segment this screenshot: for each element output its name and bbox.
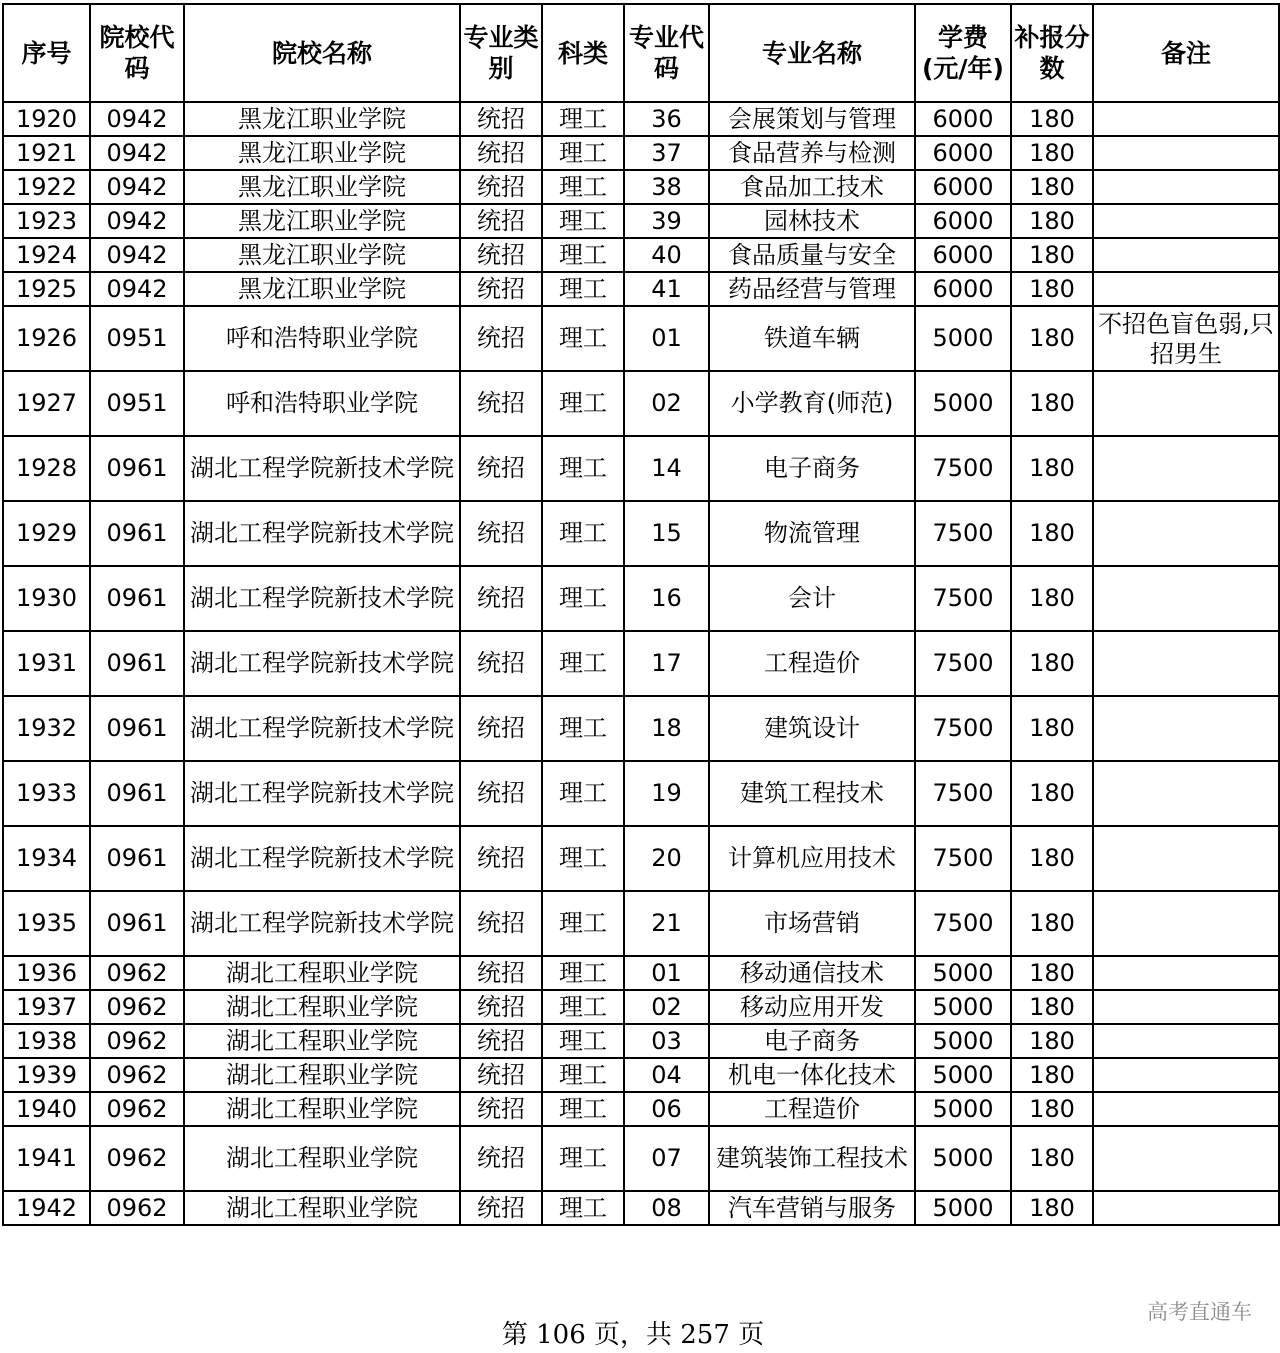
cell-major-name: 药品经营与管理 [709,272,915,306]
cell-fee: 7500 [915,501,1011,566]
table-row [3,696,1279,761]
cell-score: 180 [1011,891,1093,956]
cell-fee: 7500 [915,826,1011,891]
cell-fee: 6000 [915,170,1011,204]
cell-school-name: 黑龙江职业学院 [184,204,460,238]
cell-no: 1934 [3,826,90,891]
cell-school-name: 湖北工程学院新技术学院 [184,566,460,631]
cell-subject: 理工 [542,956,624,990]
cell-school-name: 湖北工程学院新技术学院 [184,631,460,696]
cell-subject: 理工 [542,272,624,306]
cell-major-name: 会展策划与管理 [709,102,915,136]
cell-note [1093,204,1279,238]
header-major-code: 专业代码 [624,4,709,102]
cell-major-code: 02 [624,371,709,436]
table-row [3,1024,1279,1058]
cell-no: 1925 [3,272,90,306]
cell-subject: 理工 [542,631,624,696]
admissions-table [2,3,1280,1226]
cell-school-code: 0962 [90,1058,184,1092]
watermark: 高考直通车 [1147,1300,1252,1324]
cell-major-name: 建筑工程技术 [709,761,915,826]
cell-subject: 理工 [542,1126,624,1191]
cell-no: 1922 [3,170,90,204]
cell-school-code: 0961 [90,631,184,696]
cell-score: 180 [1011,170,1093,204]
cell-category: 统招 [460,1191,542,1225]
cell-note [1093,272,1279,306]
cell-school-code: 0961 [90,501,184,566]
table-row [3,1126,1279,1191]
cell-score: 180 [1011,990,1093,1024]
cell-fee: 6000 [915,238,1011,272]
cell-major-name: 移动通信技术 [709,956,915,990]
table-row [3,501,1279,566]
cell-category: 统招 [460,826,542,891]
table-row [3,1191,1279,1225]
cell-subject: 理工 [542,566,624,631]
cell-school-name: 黑龙江职业学院 [184,170,460,204]
header-score: 补报分数 [1011,4,1093,102]
header-category: 专业类别 [460,4,542,102]
cell-major-name: 电子商务 [709,436,915,501]
cell-school-code: 0951 [90,371,184,436]
cell-category: 统招 [460,1126,542,1191]
cell-major-code: 01 [624,956,709,990]
cell-school-name: 黑龙江职业学院 [184,238,460,272]
cell-score: 180 [1011,1024,1093,1058]
cell-school-code: 0942 [90,238,184,272]
cell-major-name: 会计 [709,566,915,631]
cell-school-name: 湖北工程职业学院 [184,956,460,990]
cell-major-code: 14 [624,436,709,501]
cell-note [1093,1126,1279,1191]
cell-score: 180 [1011,1058,1093,1092]
cell-score: 180 [1011,631,1093,696]
cell-school-code: 0962 [90,1024,184,1058]
cell-major-name: 园林技术 [709,204,915,238]
cell-score: 180 [1011,696,1093,761]
cell-school-name: 湖北工程职业学院 [184,990,460,1024]
cell-no: 1929 [3,501,90,566]
cell-major-code: 36 [624,102,709,136]
cell-school-code: 0962 [90,1126,184,1191]
cell-major-code: 16 [624,566,709,631]
cell-school-name: 呼和浩特职业学院 [184,306,460,371]
cell-school-name: 湖北工程职业学院 [184,1092,460,1126]
cell-school-name: 湖北工程学院新技术学院 [184,696,460,761]
cell-no: 1923 [3,204,90,238]
cell-note [1093,371,1279,436]
cell-score: 180 [1011,436,1093,501]
cell-school-code: 0942 [90,272,184,306]
cell-category: 统招 [460,891,542,956]
cell-subject: 理工 [542,136,624,170]
cell-category: 统招 [460,238,542,272]
cell-score: 180 [1011,136,1093,170]
header-note: 备注 [1093,4,1279,102]
cell-school-name: 湖北工程职业学院 [184,1058,460,1092]
page-number: 第 106 页，共 257 页 [501,1320,765,1350]
cell-score: 180 [1011,826,1093,891]
cell-note [1093,1058,1279,1092]
cell-major-name: 铁道车辆 [709,306,915,371]
table-row [3,436,1279,501]
cell-school-code: 0951 [90,306,184,371]
cell-school-code: 0961 [90,566,184,631]
cell-major-name: 小学教育(师范) [709,371,915,436]
cell-no: 1932 [3,696,90,761]
table-row [3,306,1279,371]
cell-category: 统招 [460,1092,542,1126]
cell-fee: 7500 [915,696,1011,761]
cell-school-code: 0942 [90,204,184,238]
cell-no: 1921 [3,136,90,170]
cell-category: 统招 [460,631,542,696]
cell-major-name: 建筑装饰工程技术 [709,1126,915,1191]
cell-no: 1939 [3,1058,90,1092]
cell-no: 1920 [3,102,90,136]
cell-fee: 5000 [915,1092,1011,1126]
cell-major-code: 21 [624,891,709,956]
table-row [3,102,1279,136]
header-school-name: 院校名称 [184,4,460,102]
cell-major-code: 39 [624,204,709,238]
cell-category: 统招 [460,761,542,826]
cell-school-code: 0942 [90,102,184,136]
cell-score: 180 [1011,371,1093,436]
cell-no: 1930 [3,566,90,631]
cell-fee: 5000 [915,1191,1011,1225]
table-row [3,826,1279,891]
cell-school-name: 湖北工程学院新技术学院 [184,826,460,891]
cell-major-name: 食品加工技术 [709,170,915,204]
cell-subject: 理工 [542,1024,624,1058]
cell-score: 180 [1011,102,1093,136]
header-no: 序号 [3,4,90,102]
cell-note [1093,826,1279,891]
cell-subject: 理工 [542,501,624,566]
table-row [3,136,1279,170]
cell-subject: 理工 [542,1191,624,1225]
table-row [3,761,1279,826]
cell-major-name: 食品营养与检测 [709,136,915,170]
cell-major-code: 02 [624,990,709,1024]
cell-category: 统招 [460,1058,542,1092]
cell-note [1093,136,1279,170]
cell-fee: 7500 [915,761,1011,826]
cell-category: 统招 [460,990,542,1024]
cell-note: 不招色盲色弱,只招男生 [1093,306,1279,371]
cell-fee: 6000 [915,272,1011,306]
cell-major-code: 01 [624,306,709,371]
cell-fee: 5000 [915,306,1011,371]
cell-major-code: 41 [624,272,709,306]
cell-no: 1927 [3,371,90,436]
table-row [3,272,1279,306]
table-row [3,1092,1279,1126]
cell-school-name: 湖北工程职业学院 [184,1191,460,1225]
cell-score: 180 [1011,1092,1093,1126]
cell-note [1093,1024,1279,1058]
cell-major-name: 市场营销 [709,891,915,956]
cell-subject: 理工 [542,436,624,501]
cell-score: 180 [1011,238,1093,272]
cell-school-code: 0961 [90,761,184,826]
cell-major-name: 建筑设计 [709,696,915,761]
cell-major-code: 04 [624,1058,709,1092]
cell-category: 统招 [460,170,542,204]
cell-subject: 理工 [542,761,624,826]
cell-fee: 7500 [915,891,1011,956]
cell-school-name: 湖北工程职业学院 [184,1024,460,1058]
cell-school-name: 黑龙江职业学院 [184,136,460,170]
cell-score: 180 [1011,761,1093,826]
cell-school-name: 黑龙江职业学院 [184,272,460,306]
cell-subject: 理工 [542,1058,624,1092]
table-row [3,566,1279,631]
cell-subject: 理工 [542,306,624,371]
table-row [3,238,1279,272]
cell-no: 1936 [3,956,90,990]
cell-school-code: 0961 [90,826,184,891]
cell-fee: 6000 [915,204,1011,238]
cell-category: 统招 [460,1024,542,1058]
cell-major-code: 20 [624,826,709,891]
table-row [3,1058,1279,1092]
cell-note [1093,891,1279,956]
cell-major-code: 19 [624,761,709,826]
cell-school-name: 呼和浩特职业学院 [184,371,460,436]
table-row [3,956,1279,990]
cell-subject: 理工 [542,696,624,761]
cell-category: 统招 [460,306,542,371]
table-row [3,170,1279,204]
cell-subject: 理工 [542,1092,624,1126]
cell-note [1093,761,1279,826]
header-major-name: 专业名称 [709,4,915,102]
cell-fee: 5000 [915,371,1011,436]
cell-score: 180 [1011,306,1093,371]
cell-major-code: 37 [624,136,709,170]
cell-category: 统招 [460,566,542,631]
cell-major-name: 机电一体化技术 [709,1058,915,1092]
header-fee: 学费(元/年) [915,4,1011,102]
cell-school-code: 0962 [90,1092,184,1126]
cell-major-name: 电子商务 [709,1024,915,1058]
cell-no: 1933 [3,761,90,826]
cell-school-code: 0942 [90,170,184,204]
cell-note [1093,436,1279,501]
header-school-code: 院校代码 [90,4,184,102]
cell-school-name: 湖北工程职业学院 [184,1126,460,1191]
cell-category: 统招 [460,501,542,566]
cell-subject: 理工 [542,990,624,1024]
cell-fee: 5000 [915,990,1011,1024]
cell-score: 180 [1011,1126,1093,1191]
cell-no: 1935 [3,891,90,956]
header-row [3,4,1279,102]
cell-no: 1938 [3,1024,90,1058]
cell-major-code: 40 [624,238,709,272]
cell-fee: 6000 [915,136,1011,170]
cell-fee: 7500 [915,566,1011,631]
cell-subject: 理工 [542,891,624,956]
table-body [3,102,1279,1225]
cell-school-code: 0961 [90,436,184,501]
cell-subject: 理工 [542,170,624,204]
cell-major-code: 18 [624,696,709,761]
cell-fee: 5000 [915,1058,1011,1092]
cell-school-name: 湖北工程学院新技术学院 [184,501,460,566]
cell-fee: 5000 [915,956,1011,990]
cell-score: 180 [1011,204,1093,238]
cell-subject: 理工 [542,371,624,436]
cell-category: 统招 [460,136,542,170]
cell-no: 1931 [3,631,90,696]
table-row [3,891,1279,956]
cell-fee: 5000 [915,1126,1011,1191]
cell-major-code: 06 [624,1092,709,1126]
table-row [3,631,1279,696]
cell-major-code: 07 [624,1126,709,1191]
cell-school-code: 0962 [90,956,184,990]
cell-school-name: 湖北工程学院新技术学院 [184,436,460,501]
cell-note [1093,170,1279,204]
table-row [3,371,1279,436]
cell-fee: 7500 [915,631,1011,696]
cell-subject: 理工 [542,204,624,238]
table-row [3,204,1279,238]
table-row [3,990,1279,1024]
cell-note [1093,956,1279,990]
cell-major-name: 工程造价 [709,631,915,696]
cell-note [1093,566,1279,631]
cell-no: 1928 [3,436,90,501]
cell-note [1093,238,1279,272]
cell-school-code: 0961 [90,696,184,761]
cell-note [1093,631,1279,696]
cell-note [1093,1191,1279,1225]
cell-fee: 5000 [915,1024,1011,1058]
cell-no: 1941 [3,1126,90,1191]
cell-school-code: 0962 [90,990,184,1024]
cell-no: 1924 [3,238,90,272]
cell-major-name: 物流管理 [709,501,915,566]
cell-score: 180 [1011,956,1093,990]
cell-school-code: 0942 [90,136,184,170]
cell-note [1093,696,1279,761]
cell-category: 统招 [460,696,542,761]
cell-category: 统招 [460,272,542,306]
cell-category: 统招 [460,102,542,136]
cell-major-code: 03 [624,1024,709,1058]
cell-note [1093,1092,1279,1126]
cell-major-name: 移动应用开发 [709,990,915,1024]
cell-category: 统招 [460,956,542,990]
cell-note [1093,501,1279,566]
cell-subject: 理工 [542,826,624,891]
cell-school-code: 0962 [90,1191,184,1225]
cell-score: 180 [1011,566,1093,631]
cell-no: 1942 [3,1191,90,1225]
cell-category: 统招 [460,436,542,501]
cell-category: 统招 [460,371,542,436]
cell-subject: 理工 [542,102,624,136]
cell-no: 1940 [3,1092,90,1126]
cell-school-name: 黑龙江职业学院 [184,102,460,136]
cell-no: 1937 [3,990,90,1024]
cell-major-code: 08 [624,1191,709,1225]
cell-subject: 理工 [542,238,624,272]
cell-category: 统招 [460,204,542,238]
cell-note [1093,990,1279,1024]
cell-note [1093,102,1279,136]
cell-major-code: 38 [624,170,709,204]
cell-major-code: 15 [624,501,709,566]
cell-major-code: 17 [624,631,709,696]
cell-no: 1926 [3,306,90,371]
cell-school-name: 湖北工程学院新技术学院 [184,891,460,956]
cell-school-code: 0961 [90,891,184,956]
cell-major-name: 计算机应用技术 [709,826,915,891]
cell-score: 180 [1011,501,1093,566]
cell-major-name: 汽车营销与服务 [709,1191,915,1225]
cell-score: 180 [1011,272,1093,306]
cell-fee: 6000 [915,102,1011,136]
header-subject: 科类 [542,4,624,102]
cell-major-name: 工程造价 [709,1092,915,1126]
cell-school-name: 湖北工程学院新技术学院 [184,761,460,826]
cell-fee: 7500 [915,436,1011,501]
cell-score: 180 [1011,1191,1093,1225]
cell-major-name: 食品质量与安全 [709,238,915,272]
